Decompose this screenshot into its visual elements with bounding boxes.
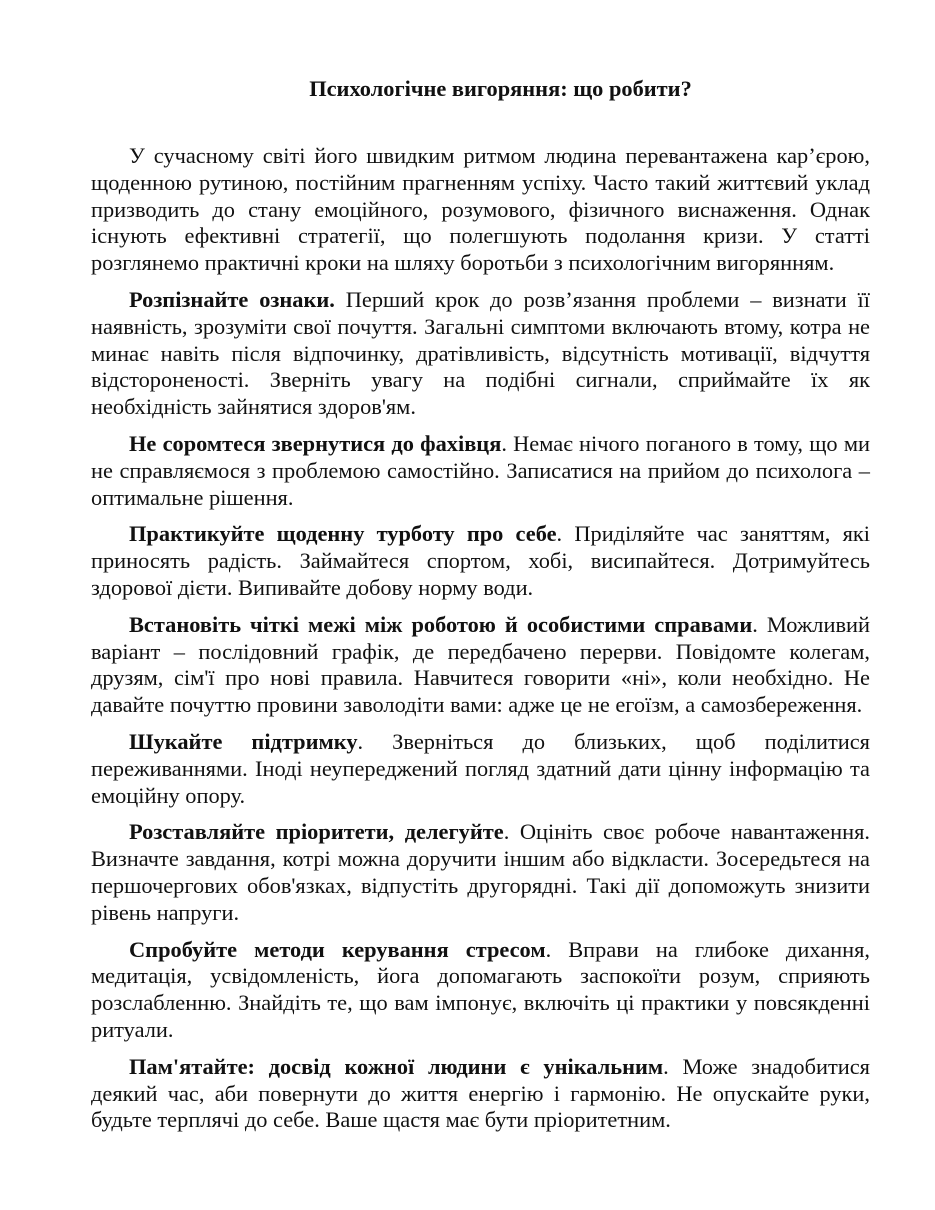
section-text: . Зверніться до близьких, щоб поділитися переживаннями. Іноді неупереджений погляд здатний дати цінну інформацію та емоційну опору. [91, 728, 870, 808]
section-lead: Спробуйте методи керування стресом [129, 936, 546, 962]
section-text: . Приділяйте час заняттям, які приносять радість. Займайтеся спортом, хобі, висипайтеся. Дотримуйтесь здорової дієти. Випивайте добову норму води. [91, 521, 870, 600]
section-text: . Немає нічого поганого в тому, що ми не справляємося з проблемою самостійно. Записатися на прийом до психолога – оптимальне рішення. [91, 430, 870, 510]
document-body [91, 143, 870, 1144]
section-paragraph-recognize-signs [91, 287, 870, 421]
section-lead: Розпізнайте ознаки. [129, 286, 335, 312]
section-lead: Шукайте підтримку [129, 728, 358, 754]
section-lead: Встановіть чіткі межі між роботою й особистими справами [129, 611, 753, 637]
section-lead: Не соромтеся звернутися до фахівця [129, 430, 502, 456]
section-paragraph-remember [91, 1054, 870, 1134]
section-paragraph-priorities [91, 819, 870, 926]
section-paragraph-see-specialist [91, 431, 870, 511]
intro-paragraph: У сучасному світі його швидким ритмом людина перевантажена кар’єрою, щоденною рутиною, постійним прагненням успіху. Часто такий життєвий уклад призводить до стану емоційного, розумового, фізичного виснаження. Однак існують ефективні стратегії, що полегшують подолання кризи. У статті розглянемо практичні кроки на шляху боротьби з психологічним вигорянням. [91, 143, 870, 276]
section-paragraph-boundaries [91, 612, 870, 719]
section-text: . Можливий варіант – послідовний графік, де передбачено перерви. Повідомте колегам, друзям, сім'ї про нові правила. Навчитеся говорити «ні», коли необхідно. Не давайте почуттю провини заволодіти вами: адже це не егоїзм, а самозбереження. [91, 611, 870, 718]
section-lead: Пам'ятайте: досвід кожної людини є унікальним [129, 1053, 664, 1079]
section-lead: Розставляйте пріоритети, делегуйте [129, 819, 504, 845]
section-text: . Може знадобитися деякий час, аби повернути до життя енергію і гармонію. Не опускайте руки, будьте терплячі до себе. Ваше щастя має бути пріоритетним. [91, 1053, 870, 1133]
section-text: . Оцініть своє робоче навантаження. Визначте завдання, котрі можна доручити іншим або відкласти. Зосередьтеся на першочергових обов'язках, відпустіть другорядні. Такі дії допоможуть знизити рівень напруги. [91, 819, 870, 925]
document-title: Психологічне вигоряння: що робити? [309, 76, 692, 101]
section-paragraph-stress-methods [91, 937, 870, 1044]
section-text: . Вправи на глибоке дихання, медитація, усвідомленість, йога допомагають заспокоїти розум, сприяють розслабленню. Знайдіть те, що вам імпонує, включіть ці практики у повсякденні ритуали. [91, 936, 870, 1042]
section-paragraph-support [91, 729, 870, 809]
section-lead: Практикуйте щоденну турботу про себе [129, 521, 557, 547]
section-paragraph-self-care [91, 521, 870, 601]
section-text: Перший крок до розв’язання проблеми – визнати її наявність, зрозуміти свої почуття. Загальні симптоми включають втому, котра не минає навіть після відпочинку, дратівливість, відсутність мотивації, відчуття відстороненості. Зверніть увагу на подібні сигнали, сприймайте їх як необхідність зайнятися здоров'ям. [91, 286, 871, 420]
